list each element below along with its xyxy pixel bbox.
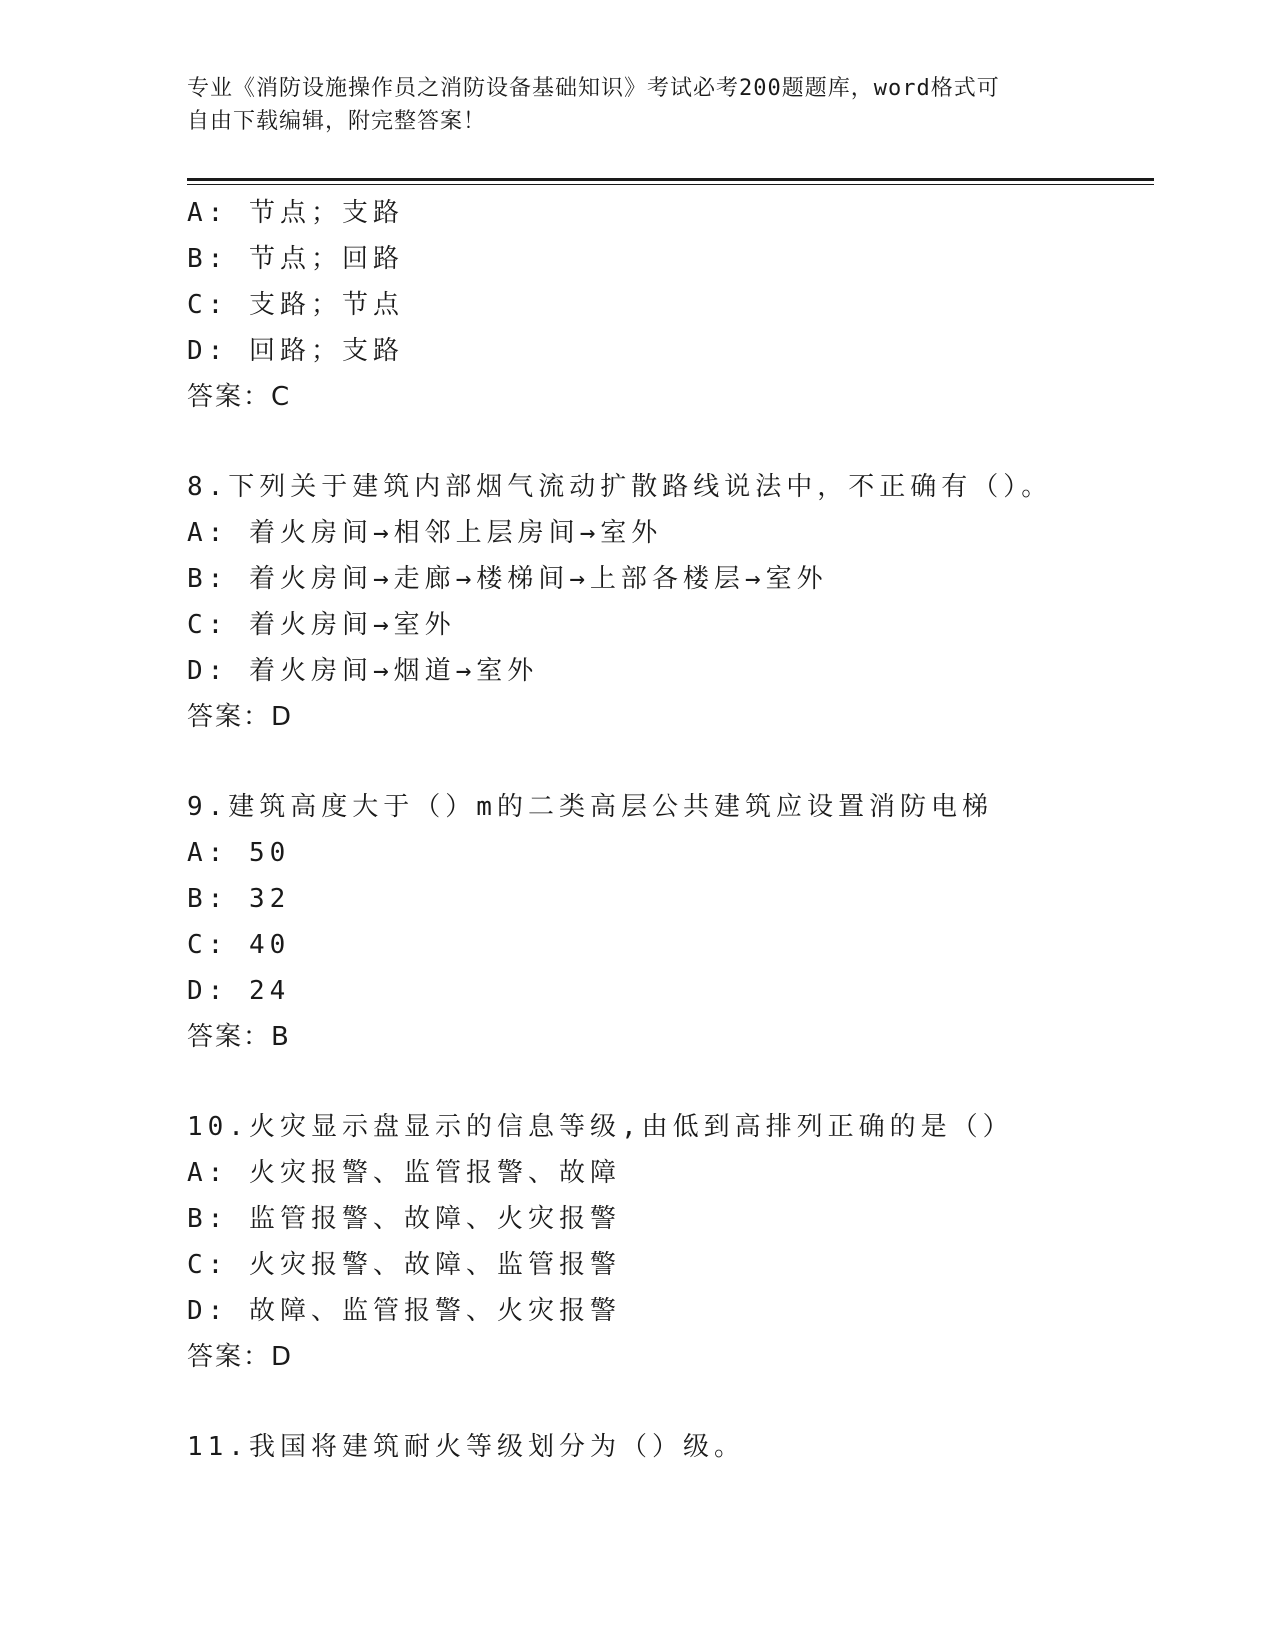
question-8-option-b: B: 着火房间→走廊→楼梯间→上部各楼层→室外 xyxy=(187,564,828,594)
question-9-text: 9.建筑高度大于（）m的二类高层公共建筑应设置消防电梯 xyxy=(187,792,993,822)
question-8-option-c: C: 着火房间→室外 xyxy=(187,610,456,640)
question-10-option-b: B: 监管报警、故障、火灾报警 xyxy=(187,1204,621,1234)
spacer xyxy=(187,1380,1147,1424)
question-8-answer: 答案：D xyxy=(187,702,294,732)
question-7-option-d: D: 回路；支路 xyxy=(187,336,404,366)
spacer xyxy=(187,740,1147,784)
question-8-option-d: D: 着火房间→烟道→室外 xyxy=(187,656,539,686)
question-9-block xyxy=(187,784,1147,1060)
spacer xyxy=(187,420,1147,464)
question-9-option-a: A: 50 xyxy=(187,838,291,868)
question-7-option-b: B: 节点；回路 xyxy=(187,244,404,274)
header-divider-thick xyxy=(187,178,1154,181)
question-8-text: 8.下列关于建筑内部烟气流动扩散路线说法中，不正确有（）。 xyxy=(187,472,1053,502)
question-7-block xyxy=(187,190,1147,420)
question-9-answer: 答案：B xyxy=(187,1022,291,1052)
question-7-option-c: C: 支路；节点 xyxy=(187,290,404,320)
question-8-option-a: A: 着火房间→相邻上层房间→室外 xyxy=(187,518,663,548)
question-10-block xyxy=(187,1104,1147,1380)
question-8-block xyxy=(187,464,1147,740)
question-9-option-b: B: 32 xyxy=(187,884,291,914)
question-10-text: 10.火灾显示盘显示的信息等级,由低到高排列正确的是（） xyxy=(187,1112,1014,1142)
question-11-block xyxy=(187,1424,1147,1470)
question-7-answer: 答案：C xyxy=(187,382,292,412)
question-list xyxy=(187,190,1147,1470)
spacer xyxy=(187,1060,1147,1104)
question-10-answer: 答案：D xyxy=(187,1342,294,1372)
question-9-option-d: D: 24 xyxy=(187,976,291,1006)
question-10-option-c: C: 火灾报警、故障、监管报警 xyxy=(187,1250,621,1280)
question-11-text: 11.我国将建筑耐火等级划分为（）级。 xyxy=(187,1432,745,1462)
question-9-option-c: C: 40 xyxy=(187,930,291,960)
header-line-1: 专业《消防设施操作员之消防设备基础知识》考试必考200题题库，word格式可 xyxy=(187,76,1000,101)
question-7-option-a: A: 节点；支路 xyxy=(187,198,404,228)
header-line-2: 自由下载编辑，附完整答案！ xyxy=(187,109,487,134)
question-10-option-d: D: 故障、监管报警、火灾报警 xyxy=(187,1296,621,1326)
document-header xyxy=(187,72,1087,138)
header-divider-thin xyxy=(187,184,1154,185)
question-10-option-a: A: 火灾报警、监管报警、故障 xyxy=(187,1158,621,1188)
